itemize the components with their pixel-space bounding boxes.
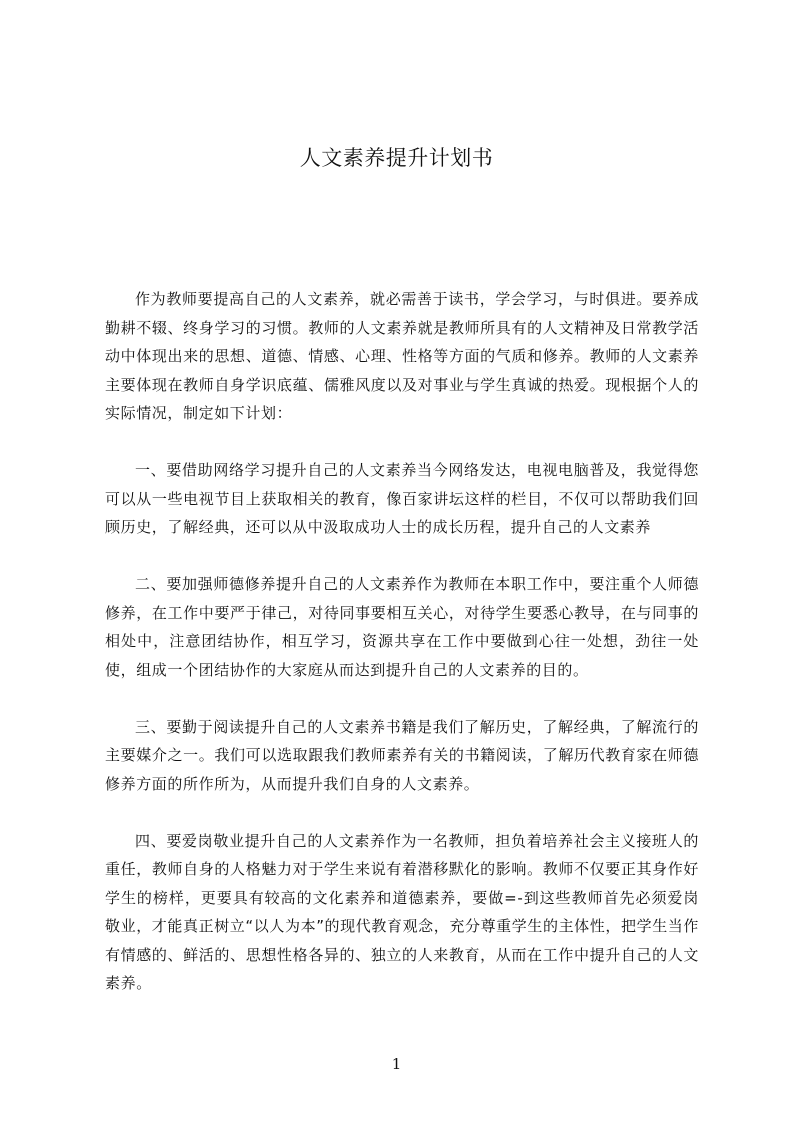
paragraph-dedication: 四、要爱岗敬业提升自己的人文素养作为一名教师，担负着培养社会主义接班人的重任，教师自身的人格魅力对于学生来说有着潜移默化的影响。教师不仅要正其身作好学生的榜样，更要具有较高的文化素养和道德素养，要做=-到这些教师首先必须爱岗敬业，才能真正树立“以人为本”的现代教育观念，充分尊重学生的主体性，把学生当作有情感的、鲜活的、思想性格各异的、独立的人来教育，从而在工作中提升自己的人文素养。: [105, 831, 699, 992]
paragraph-online-learning: 一、要借助网络学习提升自己的人文素养当今网络发达，电视电脑普及，我觉得您可以从一些电视节目上获取相关的教育，像百家讲坛这样的栏目，不仅可以帮助我们回顾历史，了解经典，还可以从中汲取成功人士的成长历程，提升自己的人文素养: [105, 461, 699, 536]
paragraph-teacher-ethics: 二、要加强师德修养提升自己的人文素养作为教师在本职工作中，要注重个人师德修养，在工作中要严于律己，对待同事要相互关心，对待学生要悉心教导，在与同事的相处中，注意团结协作，相互学习，资源共享在工作中要做到心往一处想，劲往一处使，组成一个团结协作的大家庭从而达到提升自己的人文素养的目的。: [105, 575, 699, 679]
document-body: [105, 285, 699, 998]
paragraph-intro: 作为教师要提高自己的人文素养，就必需善于读书，学会学习，与时俱进。要养成勤耕不辍、终身学习的习惯。教师的人文素养就是教师所具有的人文精神及日常教学活动中体现出来的思想、道德、情感、心理、性格等方面的气质和修养。教师的人文素养主要体现在教师自身学识底蕴、儒雅风度以及对事业与学生真诚的热爱。现根据个人的实际情况，制定如下计划：: [105, 290, 699, 422]
page-number: 1: [391, 1055, 402, 1073]
paragraph-reading: 三、要勤于阅读提升自己的人文素养书籍是我们了解历史，了解经典，了解流行的主要媒介之一。我们可以选取跟我们教师素养有关的书籍阅读，了解历代教育家在师德修养方面的所作所为，从而提升我们自身的人文素养。: [105, 717, 699, 793]
document-title: 人文素养提升计划书: [299, 146, 494, 170]
